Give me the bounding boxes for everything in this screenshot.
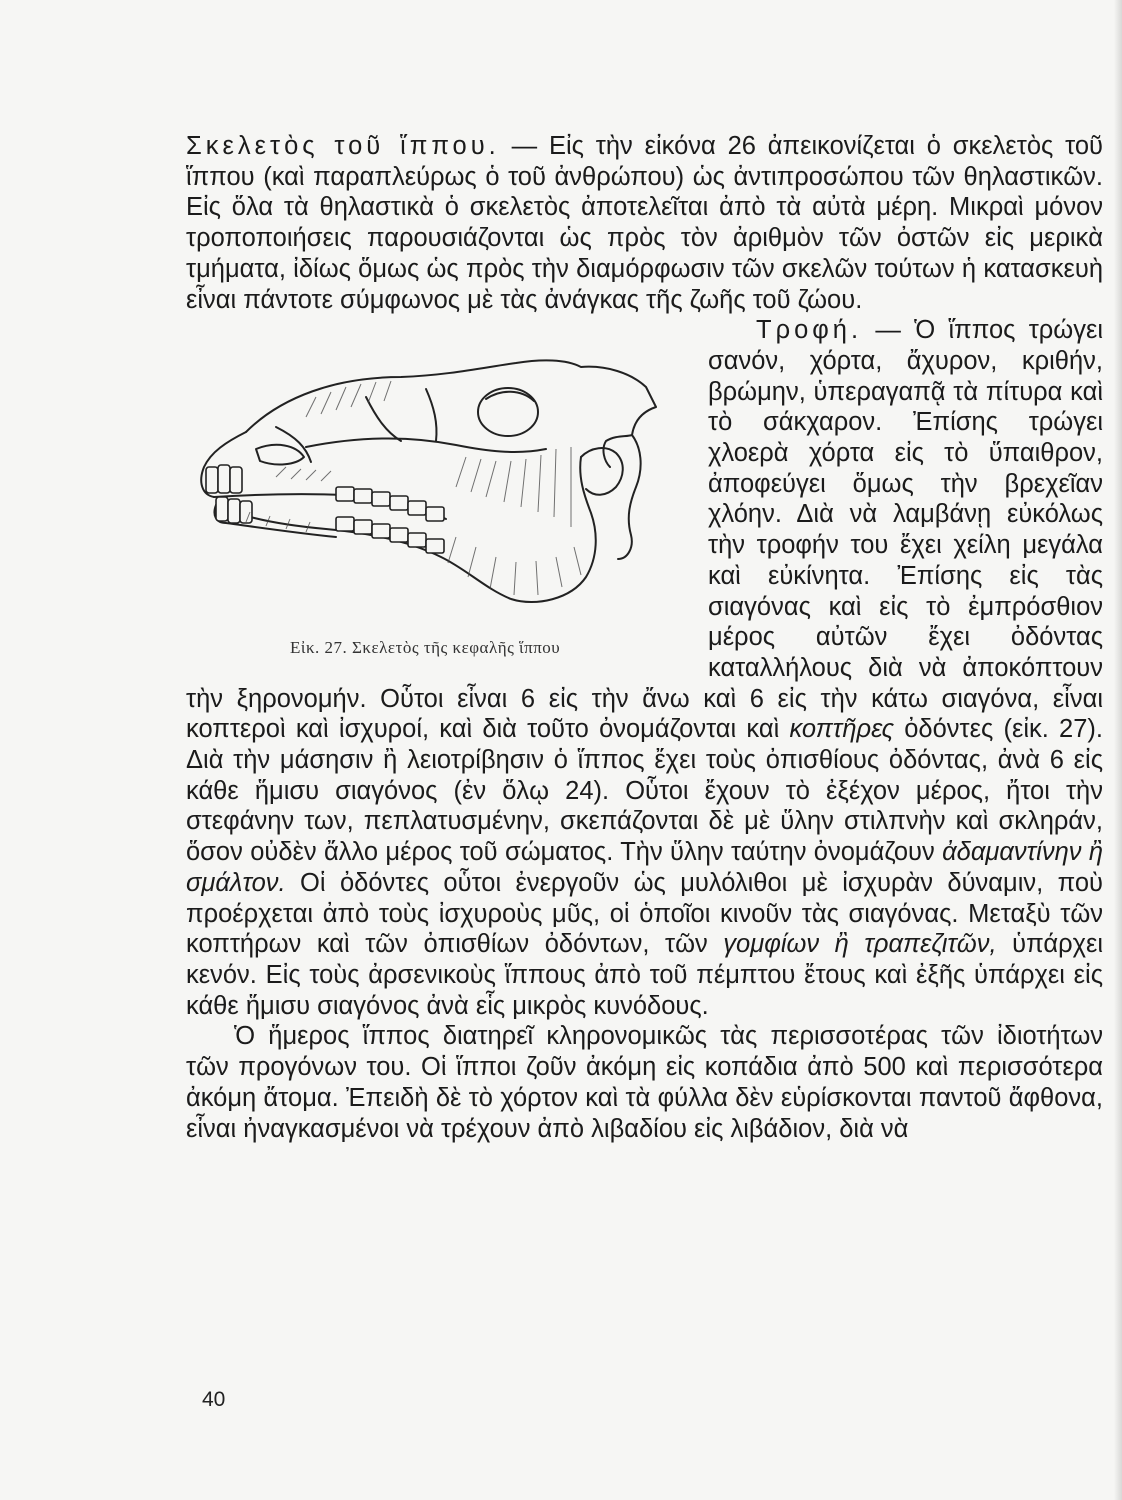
term-molars: γομφίων ἢ τραπεζιτῶν, bbox=[723, 930, 997, 959]
page-spine-shadow bbox=[1114, 0, 1122, 1500]
heading-food: Τροφή. bbox=[756, 316, 863, 345]
paragraph-food-text-d: ὑπάρχει κενόν. Εἰς τοὺς ἀρσενικοὺς ἵππους ἀπὸ τοῦ πέμπτου ἔτους καὶ ἐξῆς ὑπάρχει εἰς κάθε ἥμισυ σιαγόνος ἀνὰ εἷς μικρὸς κυνόδους. bbox=[186, 930, 1103, 1020]
heading-skeleton: Σκελετὸς τοῦ ἵππου. bbox=[186, 132, 500, 160]
paragraph-herd bbox=[186, 1021, 1103, 1144]
horse-skull-illustration bbox=[186, 337, 686, 627]
paragraph-food-text-c: Οἱ ὀδόντες οὗτοι ἐνεργοῦν ὡς μυλόλιθοι μὲ ἰσχυρὰν δύναμιν, ποὺ προέρχεται ἀπὸ τοὺς ἰσχυροὺς μῦς, οἱ ὁποῖοι κινοῦν τὰς σιαγόνας. Μεταξὺ τῶν κοπτήρων καὶ τῶν ὀπισθίων ὀδόντων, τῶν bbox=[186, 868, 1103, 959]
paragraph-herd-text: Ὁ ἥμερος ἵππος διατηρεῖ κληρονομικῶς τὰς περισσοτέρας τῶν ἰδιοτήτων τῶν προγόνων του. Οἱ ἵπποι ζοῦν ἀκόμη εἰς κοπάδια ἀπὸ 500 καὶ περισσότερα ἀκόμη ἄτομα. Ἐπειδὴ δὲ τὸ χόρτον καὶ τὰ φύλλα δὲν εὑρίσκονται παντοῦ ἄφθονα, εἶναι ἠναγκασμένοι νὰ τρέχουν ἀπὸ λιβαδίου εἰς λιβάδιον, διὰ νὰ bbox=[186, 1022, 1103, 1143]
paragraph-food-text-a: — Ὁ ἵππος τρώγει σανόν, χόρτα, ἄχυρον, κριθήν, βρώμην, ὑπεραγαπᾷ τὰ πίτυρα καὶ τὸ σάκχαρον. Ἐπίσης τρώγει χλοερὰ χόρτα εἰς τὸ ὕπαιθρον, ἀποφεύγει ὅμως τὴν βρεχεῖαν χλόην. Διὰ νὰ λαμβάνῃ εὐκόλως τὴν τροφήν του ἔχει χείλη μεγάλα καὶ εὐκίνητα. Ἐπίσης εἰς τὰς σιαγόνας καὶ εἰς τὸ ἐμπρόσθιον μέρος αὐτῶν ἔχει ὀδόντας καταλλήλους διὰ νὰ ἀποκόπτουν τὴν ξηρονομήν. Οὗτοι εἶναι 6 εἰς τὴν ἄνω καὶ 6 εἰς τὴν κάτω σιαγόνα, εἶναι κοπτεροὶ καὶ ἰσχυροί, καὶ διὰ τοῦτο ὀνομάζονται καὶ bbox=[186, 316, 1103, 744]
body-text bbox=[186, 131, 1103, 1144]
paragraph-skeleton-text: — Εἰς τὴν εἰκόνα 26 ἀπεικονίζεται ὁ σκελετὸς τοῦ ἵππου (καὶ παραπλεύρως ὁ τοῦ ἀνθρώπου) ὡς ἀντιπροσώπου τῶν θηλαστικῶν. Εἰς ὅλα τὰ θηλαστικὰ ὁ σκελετὸς ἀποτελεῖται ἀπὸ τὰ αὐτὰ μέρη. Μικραὶ μόνον τροποποιήσεις παρουσιάζονται ὡς πρὸς τὸν ἀριθμὸν τῶν ὀστῶν εἰς μερικὰ τμήματα, ἰδίως ὅμως ὡς πρὸς τὴν διαμόρφωσιν τῶν σκελῶν τούτων ἡ κατασκευὴ εἶναι πάντοτε σύμφωνος μὲ τὰς ἀνάγκας τῆς ζωῆς τοῦ ζώου. bbox=[186, 132, 1103, 314]
paragraph-food bbox=[186, 315, 1103, 1021]
term-enamel: ἀδαμαντίνην ἢ σμάλτον. bbox=[186, 838, 1103, 897]
figure-horse-skull bbox=[0, 315, 696, 671]
figure-caption: Εἰκ. 27. Σκελετὸς τῆς κεφαλῆς ἵππου bbox=[290, 638, 561, 658]
paragraph-skeleton bbox=[186, 131, 1103, 315]
term-incisors: κοπτῆρες bbox=[789, 715, 895, 744]
page-number: 40 bbox=[202, 1388, 226, 1411]
paragraph-food-text-b: ὀδόντες (εἰκ. 27). Διὰ τὴν μάσησιν ἢ λειοτρίβησιν ὁ ἵππος ἔχει τοὺς ὀπισθίους ὀδόντας, ἀνὰ 6 εἰς κάθε ἥμισυ σιαγόνος (ἐν ὅλῳ 24). Οὗτοι ἔχουν τὸ ἐξέχον μέρος, ἤτοι τὴν στεφάνην των, πεπλατυσμένην, σκεπάζονται δὲ μὲ ὕλην στιλπνὴν καὶ σκληράν, ὅσον οὐδὲν ἄλλο μέρος τοῦ σώματος. Τὴν ὕλην ταύτην ὀνομάζουν bbox=[186, 715, 1103, 867]
